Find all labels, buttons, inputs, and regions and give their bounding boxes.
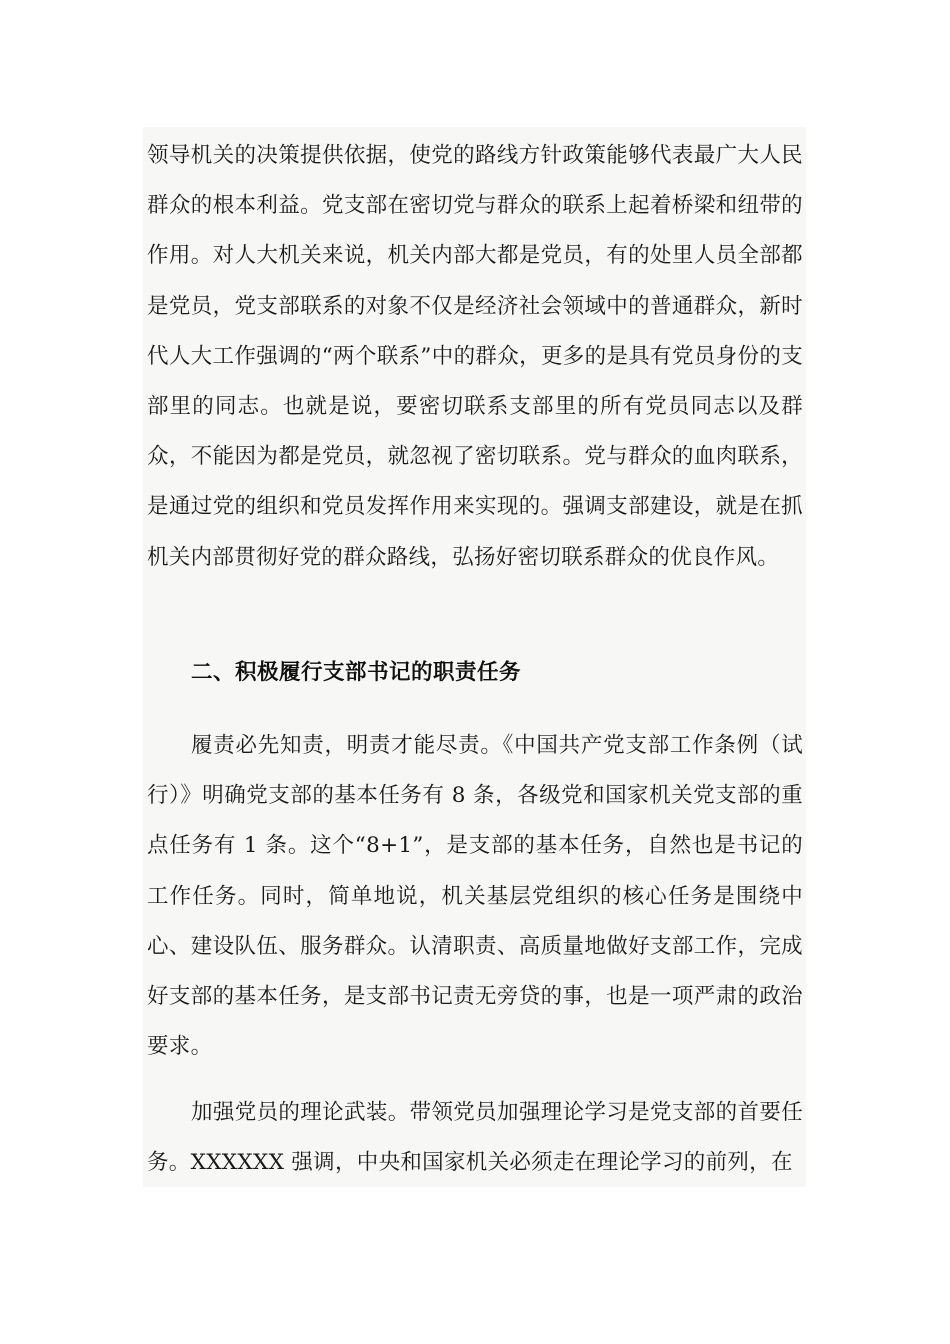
- section-heading: 二、积极履行支部书记的职责任务: [191, 660, 522, 685]
- paragraph-continued: 领导机关的决策提供依据，使党的路线方针政策能够代表最广大人民群众的根本利益。党支部在密切党与群众的联系上起着桥梁和纽带的作用。对人大机关来说，机关内部大都是党员，有的处里人员全部都是党员，党支部联系的对象不仅是经济社会领域中的普通群众，新时代人大工作强调的“两个联系”中的群众，更多的是具有党员身份的支部里的同志。也就是说，要密切联系支部里的所有党员同志以及群众，不能因为都是党员，就忽视了密切联系。党与群众的血肉联系，是通过党的组织和党员发挥作用来实现的。强调支部建设，就是在抓机关内部贯彻好党的群众路线，弘扬好密切联系群众的优良作风。: [147, 143, 803, 570]
- paragraph-theory: 加强党员的理论武装。带领党员加强理论学习是党支部的首要任务。XXXXXX 强调，中央和国家机关必须走在理论学习的前列，在: [147, 1100, 803, 1176]
- text-block: [143, 127, 806, 1187]
- paragraph-duties: 履责必先知责，明责才能尽责。《中国共产党支部工作条例（试行）》明确党支部的基本任务有 8 条，各级党和国家机关党支部的重点任务有 1 条。这个“8+1”，是支部的基本任务，自然也是书记的工作任务。同时，简单地说，机关基层党组织的核心任务是围绕中心、建设队伍、服务群众。认清职责、高质量地做好支部工作，完成好支部的基本任务，是支部书记责无旁贷的事，也是一项严肃的政治要求。: [147, 733, 803, 1060]
